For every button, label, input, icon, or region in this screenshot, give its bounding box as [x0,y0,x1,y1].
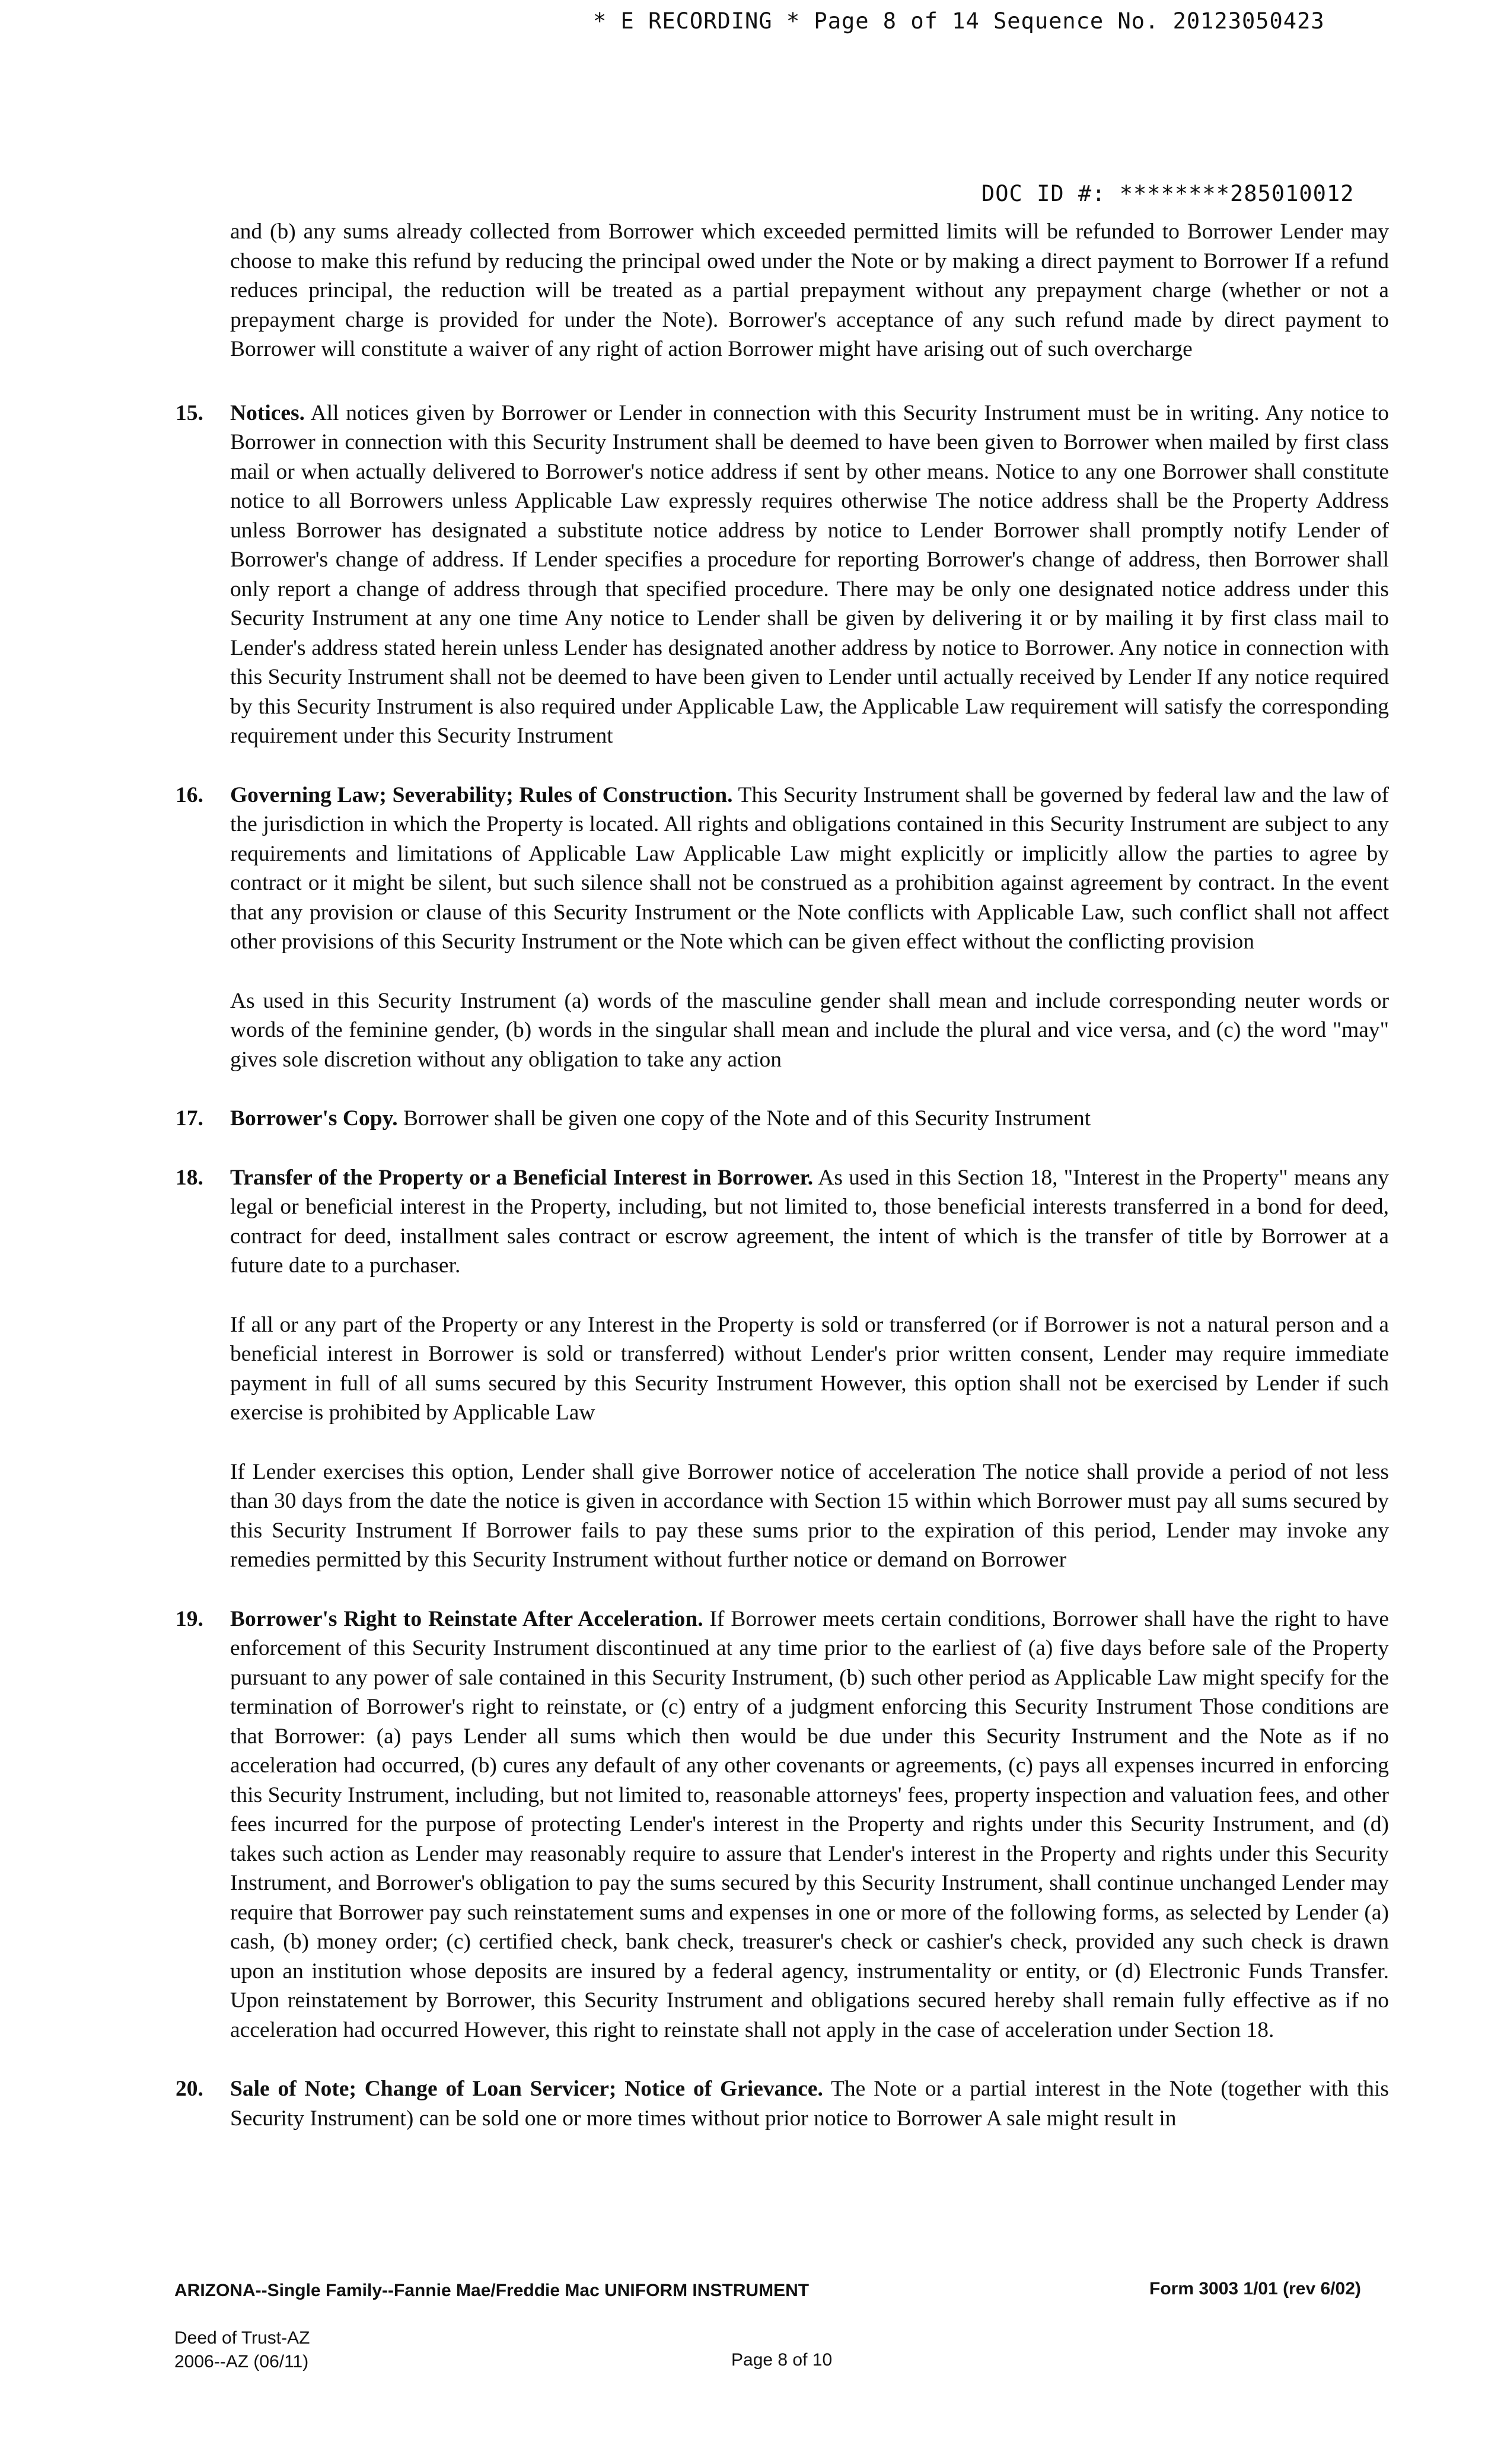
document-body [176,217,1390,2163]
section-18 [176,1163,1389,1575]
section-paragraph [230,781,1389,957]
section-number: 15. [176,400,203,425]
section-paragraph [230,1605,1389,2045]
section-16 [176,781,1390,1075]
section-paragraph [230,399,1389,751]
section-paragraph [230,2074,1389,2133]
section-number: 16. [176,782,203,807]
section-15 [176,399,1389,751]
section-paragraph [230,1163,1389,1281]
recording-header: * E RECORDING * Page 8 of 14 Sequence No. 20123050423 [593,8,1325,34]
section-heading: Notices. [230,400,305,425]
footer-left [174,2279,809,2374]
intro-paragraph: and (b) any sums already collected from Borrower which exceeded permitted limits will be refunded to Borrower Lender may choose to make this refund by reducing the principal owed under the Note or by making a direct payment to Borrower If a refund reduces principal, the reduction will be treated as a partial prepayment without any prepayment charge (whether or not a prepayment charge is provided for under the Note). Borrower's acceptance of any such refund made by direct payment to Borrower will constitute a waiver of any right of action Borrower might have arising out of such overcharge [230,219,1389,361]
footer-title: ARIZONA--Single Family--Fannie Mae/Freddie Mac UNIFORM INSTRUMENT [174,2281,810,2300]
section-number: 19. [176,1606,203,1631]
section-paragraph: If Lender exercises this option, Lender shall give Borrower notice of acceleration The notice shall provide a period of not less than 30 days from the date the notice is given in accordance with Section 15 within which Borrower must pay all sums secured by this Security Instrument If Borrower fails to pay these sums prior to the expiration of this period, Lender may invoke any remedies permitted by this Security Instrument without further notice or demand on Borrower [230,1459,1389,1572]
section-text: The Note or a partial interest in the Note (together with this Security Instrument) can be sold one or more times without prior notice to Borrower A sale might result in [230,2077,1389,2131]
section-heading: Sale of Note; Change of Loan Servicer; Notice of Grievance. [230,2077,823,2101]
section-heading: Borrower's Right to Reinstate After Acceleration. [230,1606,703,1631]
section-heading: Governing Law; Severability; Rules of Construction. [230,782,733,807]
section-text: All notices given by Borrower or Lender in connection with this Security Instrument must be in writing. Any notice to Borrower in connection with this Security Instrument shall be deemed to have been given to Borrower when mailed by first class mail or when actually delivered to Borrower's notice address if sent by other means. Notice to any one Borrower shall constitute notice to all Borrowers unless Applicable Law expressly requires otherwise The notice address shall be the Property Address unless Borrower has designated a substitute notice address by notice to Lender Borrower shall promptly notify Lender of Borrower's change of address. If Lender specifies a procedure for reporting Borrower's change of address, then Borrower shall only report a change of address through that specified procedure. There may be only one designated notice address under this Security Instrument at any one time Any notice to Lender shall be given by delivering it or by mailing it by first class mail to Lender's address stated herein unless Lender has designated another address by notice to Borrower. Any notice in connection with this Security Instrument shall not be deemed to have been given to Lender until actually received by Lender If any notice required by this Security Instrument is also required under Applicable Law, the Applicable Law requirement will satisfy the corresponding requirement under this Security Instrument [230,400,1389,748]
footer-doc-name: Deed of Trust-AZ [174,2328,310,2348]
section-paragraph: As used in this Security Instrument (a) words of the masculine gender shall mean and include corresponding neuter words or words of the feminine gender, (b) words in the singular shall mean and include the plural and vice versa, and (c) the word "may" gives sole discretion without any obligation to take any action [230,988,1389,1072]
section-text: As used in this Section 18, "Interest in the Property" means any legal or beneficial interest in the Property, including, but not limited to, those beneficial interests transferred in a bond for deed, contract for deed, installment sales contract or escrow agreement, the intent of which is the transfer of title by Borrower at a future date to a purchaser. [230,1165,1389,1278]
section-heading: Transfer of the Property or a Beneficial Interest in Borrower. [230,1165,814,1190]
section-text: This Security Instrument shall be governed by federal law and the law of the jurisdiction in which the Property is located. All rights and obligations contained in this Security Instrument are subject to any requirements and limitations of Applicable Law Applicable Law might explicitly or implicitly allow the parties to agree by contract or it might be silent, but such silence shall not be construed as a prohibition against agreement by contract. In the event that any provision or clause of this Security Instrument or the Note conflicts with Applicable Law, such conflict shall not affect other provisions of this Security Instrument or the Note which can be given effect without the conflicting provision [230,782,1390,954]
section-text: Borrower shall be given one copy of the Note and of this Security Instrument [403,1106,1091,1131]
doc-id: DOC ID #: ********285010012 [981,181,1355,206]
section-paragraph: If all or any part of the Property or any Interest in the Property is sold or transferred (or if Borrower is not a natural person and a beneficial interest in Borrower is sold or transferred) without Lender's prior written consent, Lender may require immediate payment in full of all sums secured by this Security Instrument However, this option shall not be exercised by Lender if such exercise is prohibited by Applicable Law [230,1312,1389,1425]
footer-form-number: Form 3003 1/01 (rev 6/02) [1149,2279,1361,2299]
section-text: If Borrower meets certain conditions, Borrower shall have the right to have enforcement of this Security Instrument discontinued at any time prior to the earliest of (a) five days before sale of the Property pursuant to any power of sale contained in this Security Instrument, (b) such other period as Applicable Law might specify for the termination of Borrower's right to reinstate, or (c) entry of a judgment enforcing this Security Instrument Those conditions are that Borrower: (a) pays Lender all sums which then would be due under this Security Instrument and the Note as if no acceleration had occurred, (b) cures any default of any other covenants or agreements, (c) pays all expenses incurred in enforcing this Security Instrument, including, but not limited to, reasonable attorneys' fees, property inspection and valuation fees, and other fees incurred for the purpose of protecting Lender's interest in the Property and rights under this Security Instrument, and (d) takes such action as Lender may reasonably require to assure that Lender's interest in the Property and rights under this Security Instrument, and Borrower's obligation to pay the sums secured by this Security Instrument, shall continue unchanged Lender may require that Borrower pay such reinstatement sums and expenses in one or more of the following forms, as selected by Lender (a) cash, (b) money order; (c) certified check, bank check, treasurer's check or cashier's check, provided any such check is drawn upon an institution whose deposits are insured by a federal agency, instrumentality or entity, or (d) Electronic Funds Transfer. Upon reinstatement by Borrower, this Security Instrument and obligations secured hereby shall remain fully effective as if no acceleration had occurred However, this right to reinstate shall not apply in the case of acceleration under Section 18. [230,1606,1389,2042]
footer-doc-code: 2006--AZ (06/11) [174,2352,309,2371]
section-heading: Borrower's Copy. [230,1106,398,1131]
section-paragraph [230,1104,1389,1134]
section-19 [176,1605,1389,2045]
section-17 [176,1104,1389,1134]
section-20 [176,2074,1389,2133]
section-number: 17. [176,1106,203,1131]
footer-page-number: Page 8 of 10 [731,2350,833,2370]
section-number: 18. [176,1165,203,1190]
section-number: 20. [176,2077,203,2101]
